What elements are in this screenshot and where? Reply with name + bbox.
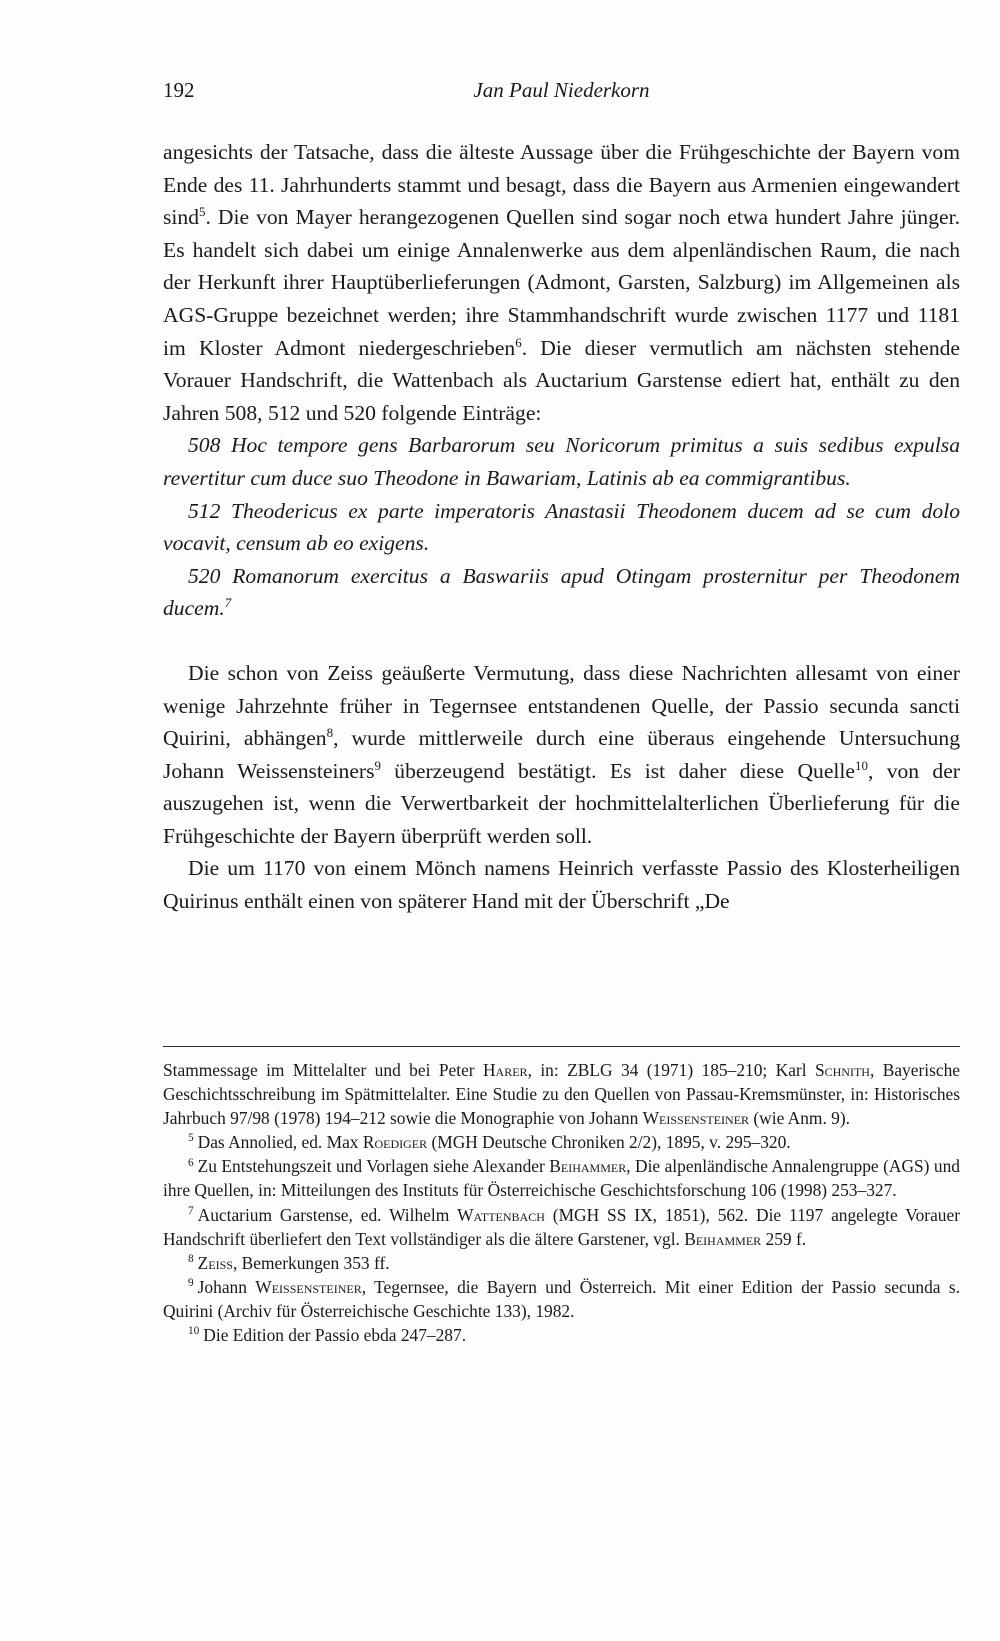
- footnote-10: [163, 1323, 960, 1347]
- text-run: . Die von Mayer herangezogenen Quellen sind sogar noch etwa hundert Jahre jünger. Es handelt sich dabei um einige Annalenwerke aus dem alpenländischen Raum, die nach der Herkunft ihrer Hauptüberlieferungen (Admont, Garsten, Salzburg) im Allgemeinen als AGS-Gruppe bezeichnet werden; ihre Stammhandschrift wurde zwischen 1177 und 1181 im Kloster Admont niedergeschrieben: [163, 205, 960, 360]
- text-run: überzeugend bestätigt. Es ist daher diese Quelle: [380, 758, 856, 783]
- text-run: . Die dieser vermutlich am nächsten stehende Vorauer Handschrift, die Wattenbach als Auctarium Garstense ediert hat, enthält zu den Jahren 508, 512 und 520 folgende Einträge:: [163, 335, 960, 425]
- author-name: Wattenbach: [457, 1204, 545, 1225]
- text-run: Zu Entstehungszeit und Vorlagen siehe Alexander: [197, 1156, 550, 1177]
- footnote-ref: 6: [515, 334, 522, 350]
- text-run: Johann: [197, 1276, 256, 1297]
- author-name: Weissensteiner: [642, 1108, 750, 1129]
- author-name: Beihammer: [549, 1156, 627, 1177]
- author-name: Schnith: [814, 1060, 870, 1080]
- author-name: Zeiss: [197, 1252, 233, 1273]
- text-run: Die schon von Zeiss geäußerte Vermutung, dass diese Nachrichten allesamt von einer wenige Jahrzehnte früher in Tegernsee entstandenen Quelle, der Passio secunda sancti Quirini, abhängen: [163, 660, 960, 751]
- author-name: Weissensteiner: [255, 1276, 362, 1297]
- quote-512: 512 Theodericus ex parte imperatoris Anastasii Theodonem ducem ad se cum dolo vocavit, censum ab eo exigens.: [163, 498, 960, 556]
- paragraph-1: [163, 136, 960, 429]
- footnotes: [163, 1058, 960, 1347]
- text-run: 259 f.: [761, 1228, 807, 1249]
- text-run: , wurde mittlerweile durch eine überaus eingehende Untersuchung Johann Weissensteiners: [163, 726, 960, 783]
- text-run: Das Annolied, ed. Max: [197, 1132, 363, 1153]
- footnote-number: 5: [188, 1132, 194, 1145]
- footnote-separator: [163, 1046, 960, 1047]
- text-run: Stammessage im Mittelalter und bei Peter: [163, 1060, 483, 1080]
- main-text: [163, 136, 960, 918]
- text-run: , Bayerische Geschichtsschreibung im Spätmittelalter. Eine Studie zu den Quellen von Passau-Kremsmünster, in: Historisches Jahrbuch 97/98 (1978) 194–212 sowie die Monographie von Johann: [163, 1060, 960, 1129]
- footnote-number: 9: [188, 1277, 194, 1290]
- quote-508: 508 Hoc tempore gens Barbarorum seu Noricorum primitus a suis sedibus expulsa revertitur cum duce suo Theodone in Bawariam, Latinis ab ea commigrantibus.: [163, 433, 960, 490]
- footnote-ref: 10: [855, 757, 868, 773]
- footnote-6: [163, 1154, 960, 1202]
- text-run: angesichts der Tatsache, dass die älteste Aussage über die Frühgeschichte der Bayern vom Ende des 11. Jahrhunderts stammt und besagt, dass die Bayern aus Armenien eingewandert sind: [163, 140, 960, 230]
- author-name: Harer: [483, 1060, 528, 1080]
- text-run: , in: ZBLG 34 (1971) 185–210; Karl: [527, 1060, 815, 1080]
- quote-520: [163, 560, 960, 625]
- text-run: (MGH SS IX, 1851), 562. Die 1197 angelegte Vorauer Handschrift überliefert den Text vollständiger als die ältere Garstener, vgl.: [163, 1204, 961, 1249]
- footnote-ref: 5: [199, 204, 206, 219]
- footnote-8: [163, 1251, 960, 1275]
- footnote-continuation: [163, 1058, 960, 1130]
- text-run: , Bemerkungen 353 ff.: [232, 1252, 390, 1273]
- paragraph-gap: [163, 625, 960, 657]
- footnote-number: 8: [188, 1252, 194, 1265]
- footnote-ref: 9: [374, 757, 381, 773]
- footnote-5: [163, 1130, 960, 1154]
- footnote-9: [163, 1275, 960, 1323]
- text-run: , Die alpenländische Annalengruppe (AGS) und ihre Quellen, in: Mitteilungen des Instituts für Österreichische Geschichtsforschung 106 (1998) 253–327.: [163, 1156, 961, 1201]
- footnote-number: 10: [188, 1325, 200, 1338]
- page-number: 192: [163, 78, 195, 102]
- text-run: (MGH Deutsche Chroniken 2/2), 1895, v. 295–320.: [427, 1132, 791, 1153]
- footnote-number: 6: [188, 1156, 194, 1169]
- text-run: Die Edition der Passio ebda 247–287.: [203, 1325, 467, 1346]
- text-run: (wie Anm. 9).: [749, 1108, 850, 1129]
- text-run: , von der auszugehen ist, wenn die Verwertbarkeit der hochmittelalterlichen Überlieferung für die Frühgeschichte der Bayern überprüft werden soll.: [163, 758, 960, 848]
- footnote-number: 7: [188, 1204, 194, 1217]
- running-title: Jan Paul Niederkorn: [473, 78, 650, 102]
- author-name: Roediger: [362, 1132, 428, 1153]
- author-name: Beihammer: [684, 1228, 762, 1249]
- paragraph-2: [163, 657, 960, 853]
- footnote-ref: 8: [326, 724, 334, 740]
- footnote-ref: 7: [224, 595, 232, 611]
- text-run: 520 Romanorum exercitus a Baswariis apud Otingam prosternitur per Theodonem ducem.: [163, 563, 960, 621]
- paragraph-3: Die um 1170 von einem Mönch namens Heinrich verfasste Passio des Klosterheiligen Quirinus enthält einen von späterer Hand mit der Überschrift „De: [163, 856, 960, 914]
- page-header: [163, 78, 960, 108]
- text-run: , Tegernsee, die Bayern und Österreich. Mit einer Edition der Passio secunda s. Quirini (Archiv für Österreichische Geschichte 133), 1982.: [163, 1276, 960, 1321]
- text-run: Auctarium Garstense, ed. Wilhelm: [197, 1204, 458, 1225]
- footnote-7: [163, 1203, 960, 1251]
